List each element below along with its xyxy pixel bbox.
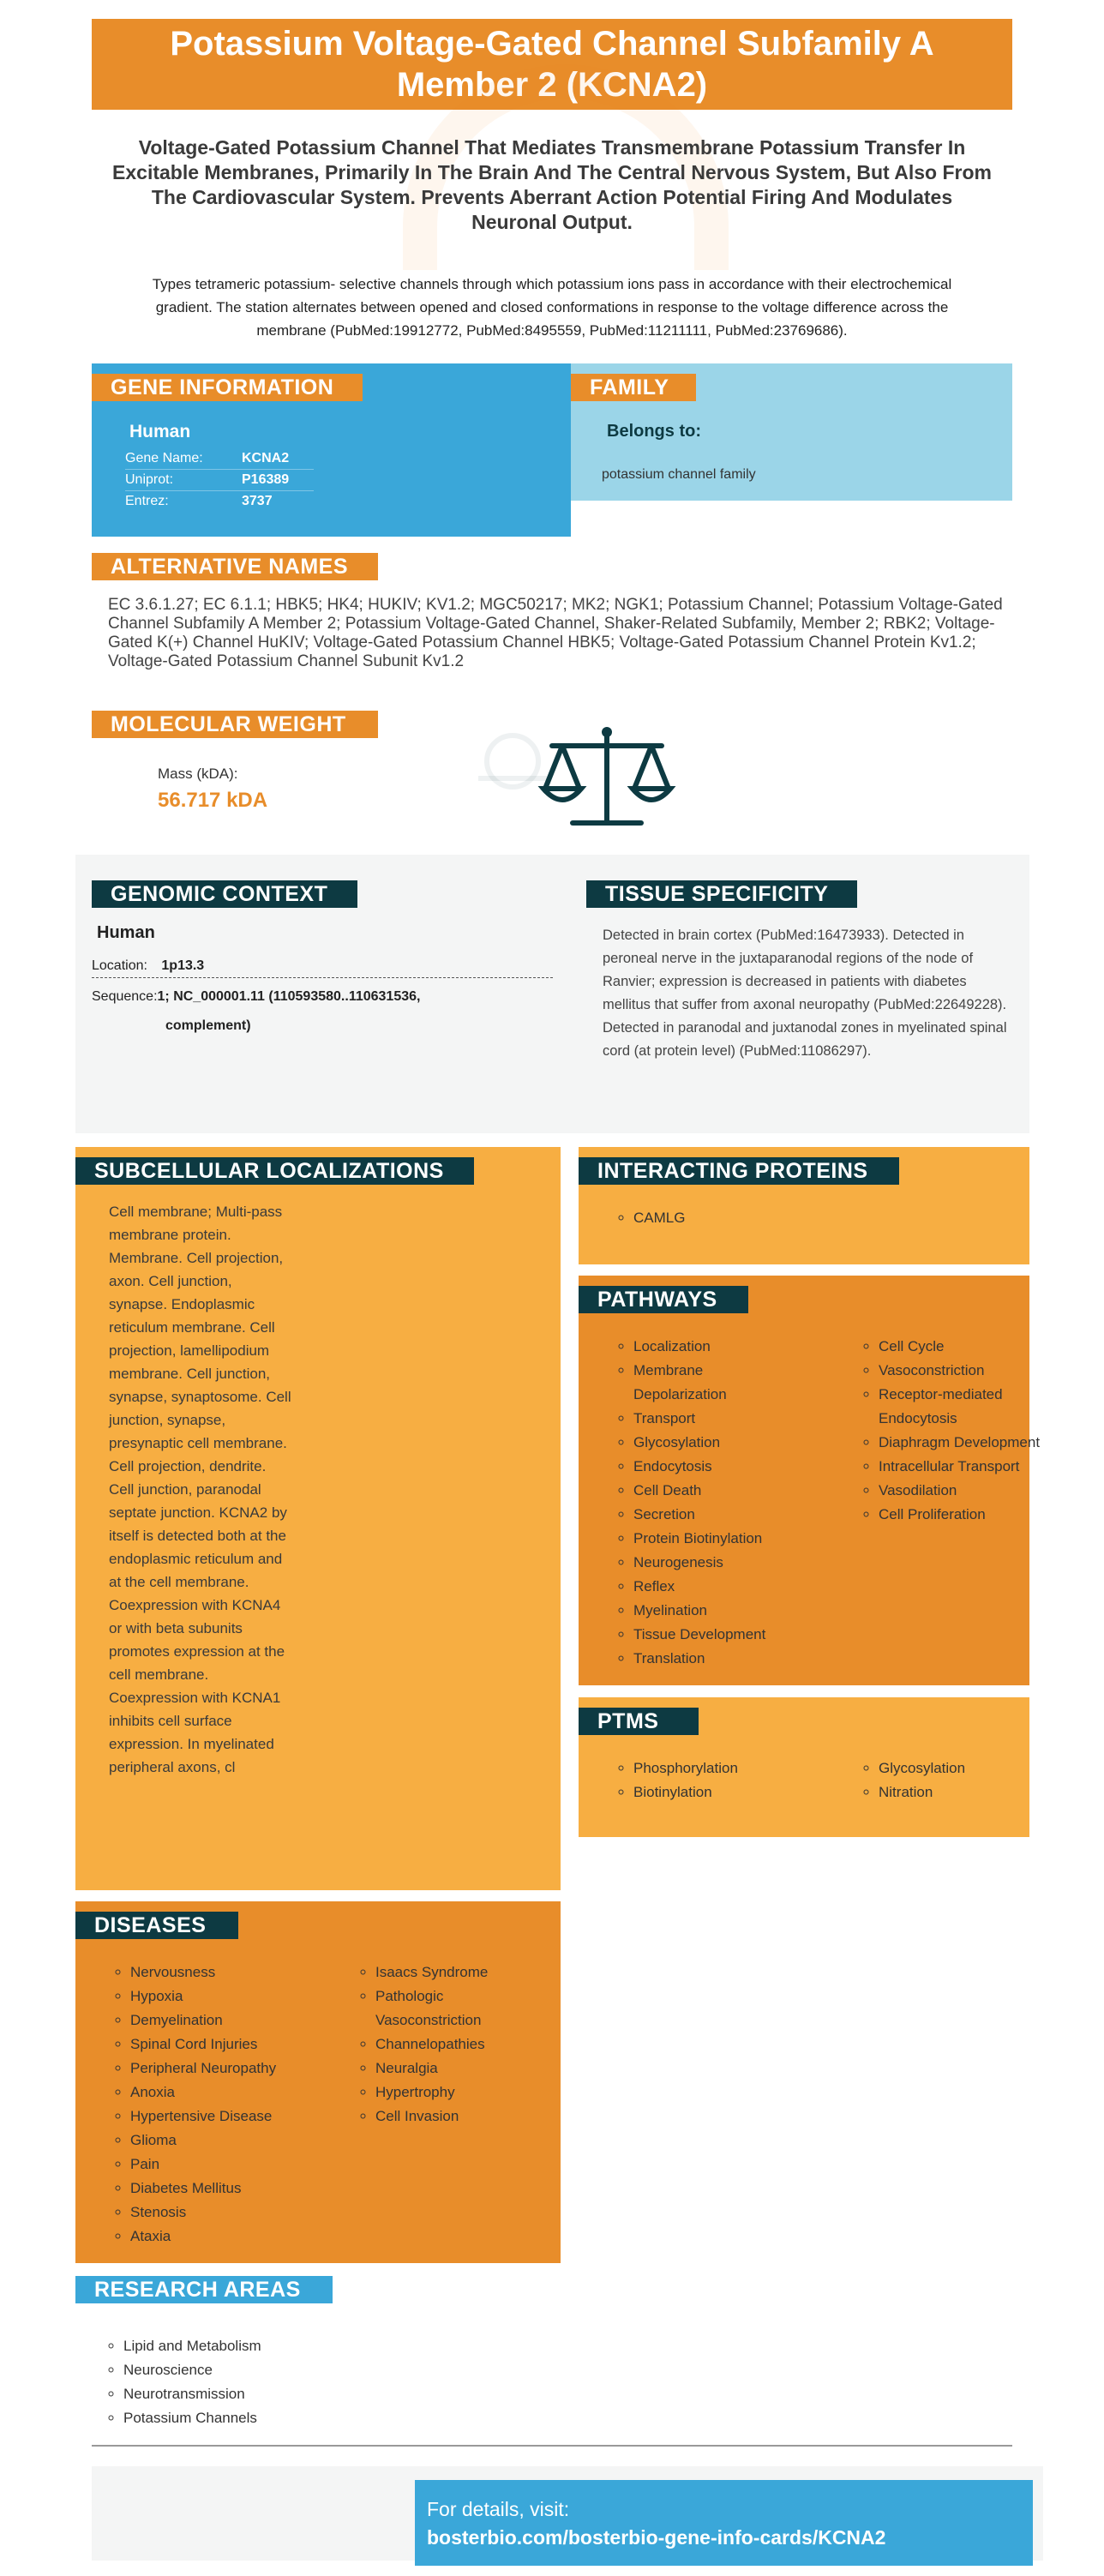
sequence-label: Sequence: [92, 989, 158, 1004]
list-item: ◦ Phosphorylation [633, 1756, 839, 1780]
mass-label: Mass (kDA): [158, 766, 238, 782]
list-item: ◦ Channelopathies [375, 2033, 547, 2057]
list-item: ◦ Tissue Development [633, 1623, 839, 1647]
list-item: ◦ Protein Biotinylation [633, 1527, 839, 1551]
list-item: ◦ Intracellular Transport [879, 1455, 1050, 1479]
list-item: ◦ Diaphragm Development [879, 1431, 1050, 1455]
uniprot-value: P16389 [242, 472, 290, 487]
tissue-specificity-text: Detected in brain cortex (PubMed:16473933). Detected in peroneal nerve in the juxtaparanodal regions of the node of Ranvier; expression is decreased in patients with diabetes mellitus that suffer from axonal neuropathy (PubMed:22649228). Detected in paranodal and juxtanodal zones in myelinated spinal cord (at protein level) (PubMed:11086297). [603, 928, 1007, 1059]
list-item: ◦ Stenosis [130, 2201, 353, 2225]
sequence-value: 1; NC_000001.11 (110593580..110631536, [157, 989, 421, 1004]
genomic-location-row [92, 958, 553, 978]
list-item: ◦ Pathologic Vasoconstriction [375, 1985, 504, 2033]
ptms-list-left [616, 1756, 839, 1804]
list-item: ◦ Glycosylation [879, 1756, 1050, 1780]
uniprot-label: Uniprot: [125, 472, 174, 487]
list-item: ◦ Reflex [633, 1575, 839, 1599]
list-item: ◦ Cell Proliferation [879, 1503, 1050, 1527]
list-item: ◦ Lipid and Metabolism [123, 2334, 261, 2358]
scale-icon [470, 718, 684, 838]
uniprot-row [125, 470, 314, 491]
list-item: ◦ Cell Invasion [375, 2105, 547, 2129]
list-item: ◦ Secretion [633, 1503, 839, 1527]
diseases-list-right [358, 1961, 547, 2129]
gene-info-table [125, 448, 314, 512]
ptms-heading: PTMS [579, 1708, 699, 1735]
list-item: ◦ Nervousness [130, 1961, 353, 1985]
family-value: potassium channel family [602, 467, 756, 482]
page-description: Types tetrameric potassium- selective channels through which potassium ions pass in accordance with their electrochemical gradient. The station alternates between opened and closed conformations in response to the voltage difference across the membrane (PubMed:19912772, PubMed:8495559, PubMed:11211111, PubMed:23769686). [152, 276, 952, 339]
list-item: ◦ Endocytosis [633, 1455, 839, 1479]
genomic-sequence-row [92, 989, 420, 1005]
list-item: ◦ Isaacs Syndrome [375, 1961, 547, 1985]
list-item: ◦ Membrane Depolarization [633, 1359, 745, 1407]
list-item: ◦ Diabetes Mellitus [130, 2177, 353, 2201]
list-item: ◦ Translation [633, 1647, 839, 1671]
list-item: ◦ Vasodilation [879, 1479, 1050, 1503]
list-item: ◦ Pain [130, 2153, 353, 2177]
list-item: ◦ Biotinylation [633, 1780, 839, 1804]
page-title: Potassium Voltage-Gated Channel Subfamily A Member 2 (KCNA2) [170, 25, 934, 104]
list-item: ◦ Transport [633, 1407, 839, 1431]
list-item: ◦ Hypoxia [130, 1985, 353, 2009]
list-item: ◦ Glioma [130, 2129, 353, 2153]
list-item: ◦ CAMLG [633, 1206, 685, 1230]
details-link-box[interactable] [415, 2480, 1033, 2566]
alternative-names-text: EC 3.6.1.27; EC 6.1.1; HBK5; HK4; HUKIV; KV1.2; MGC50217; MK2; NGK1; Potassium Channel; Potassium Voltage-Gated Channel Subfamily A Member 2; Potassium Voltage-Gated Channel, Shaker-Related Subfamily, Member 2; RBK2; Voltage-Gated K(+) Channel HuKIV; Voltage-Gated Potassium Channel HBK5; Voltage-Gated Potassium Channel Protein Kv1.2; Voltage-Gated Potassium Channel Subunit Kv1.2 [108, 596, 1003, 670]
details-label: For details, visit: [427, 2498, 570, 2520]
location-label: Location: [92, 958, 147, 973]
research-areas-heading: RESEARCH AREAS [75, 2276, 333, 2303]
list-item: ◦ Ataxia [130, 2225, 353, 2249]
mass-value: 56.717 kDA [158, 789, 268, 812]
interacting-proteins-list [616, 1206, 685, 1230]
list-item: ◦ Localization [633, 1335, 839, 1359]
pathways-list-right [861, 1335, 1050, 1527]
list-item: ◦ Neuralgia [375, 2057, 547, 2081]
list-item: ◦ Neurotransmission [123, 2382, 261, 2406]
entrez-label: Entrez: [125, 494, 169, 508]
gene-name-label: Gene Name: [125, 451, 203, 465]
gene-name-row [125, 448, 314, 470]
gene-species: Human [129, 422, 191, 441]
list-item: ◦ Neuroscience [123, 2358, 261, 2382]
list-item: ◦ Neurogenesis [633, 1551, 839, 1575]
family-heading: FAMILY [571, 374, 696, 401]
family-belongs-label: Belongs to: [607, 422, 701, 441]
list-item: ◦ Hypertrophy [375, 2081, 547, 2105]
list-item: ◦ Peripheral Neuropathy [130, 2057, 353, 2081]
location-value: 1p13.3 [161, 958, 205, 973]
subcellular-text: Cell membrane; Multi-pass membrane protein. Membrane. Cell projection, axon. Cell junction, synapse. Endoplasmic reticulum membrane. Cell projection, lamellipodium membrane. Cell junction, synapse, synaptosome. Cell junction, synapse, presynaptic cell membrane. Cell projection, dendrite. Cell junction, paranodal septate junction. KCNA2 by itself is detected both at the endoplasmic reticulum and at the cell membrane. Coexpression with KCNA4 or with beta subunits promotes expression at the cell membrane. Coexpression with KCNA1 inhibits cell surface expression. In myelinated peripheral axons, cl [109, 1204, 291, 1775]
details-url[interactable]: bosterbio.com/bosterbio-gene-info-cards/KCNA2 [427, 2526, 886, 2549]
page-subtitle: Voltage-Gated Potassium Channel That Mediates Transmembrane Potassium Transfer In Excitable Membranes, Primarily In The Brain And The Central Nervous System, But Also From The Cardiovascular System. Prevents Aberrant Action Potential Firing And Modulates Neuronal Output. [112, 136, 992, 233]
gene-information-heading: GENE INFORMATION [92, 374, 363, 401]
pathways-heading: PATHWAYS [579, 1286, 748, 1313]
diseases-list-left [113, 1961, 353, 2249]
list-item: ◦ Nitration [879, 1780, 1050, 1804]
entrez-row [125, 491, 314, 512]
pathways-list-left [616, 1335, 839, 1671]
interacting-proteins-heading: INTERACTING PROTEINS [579, 1157, 899, 1185]
molecular-weight-heading: MOLECULAR WEIGHT [92, 711, 378, 738]
list-item: ◦ Receptor-mediated Endocytosis [879, 1383, 1024, 1431]
list-item: ◦ Cell Cycle [879, 1335, 1050, 1359]
diseases-heading: DISEASES [75, 1912, 238, 1939]
research-areas-list [106, 2334, 261, 2430]
list-item: ◦ Potassium Channels [123, 2406, 261, 2430]
list-item: ◦ Cell Death [633, 1479, 839, 1503]
genomic-context-heading: GENOMIC CONTEXT [92, 880, 357, 908]
list-item: ◦ Vasoconstriction [879, 1359, 1050, 1383]
divider [92, 2445, 1012, 2447]
tissue-specificity-heading: TISSUE SPECIFICITY [586, 880, 857, 908]
list-item: ◦ Demyelination [130, 2009, 353, 2033]
subcellular-heading: SUBCELLULAR LOCALIZATIONS [75, 1157, 474, 1185]
genomic-species: Human [97, 923, 155, 942]
gene-name-value: KCNA2 [242, 451, 290, 465]
list-item: ◦ Spinal Cord Injuries [130, 2033, 353, 2057]
sequence-value-continued: complement) [165, 1018, 251, 1033]
list-item: ◦ Glycosylation [633, 1431, 839, 1455]
list-item: ◦ Hypertensive Disease [130, 2105, 353, 2129]
list-item: ◦ Myelination [633, 1599, 839, 1623]
entrez-value: 3737 [242, 494, 273, 508]
ptms-list-right [861, 1756, 1050, 1804]
list-item: ◦ Anoxia [130, 2081, 353, 2105]
alternative-names-heading: ALTERNATIVE NAMES [92, 553, 378, 580]
